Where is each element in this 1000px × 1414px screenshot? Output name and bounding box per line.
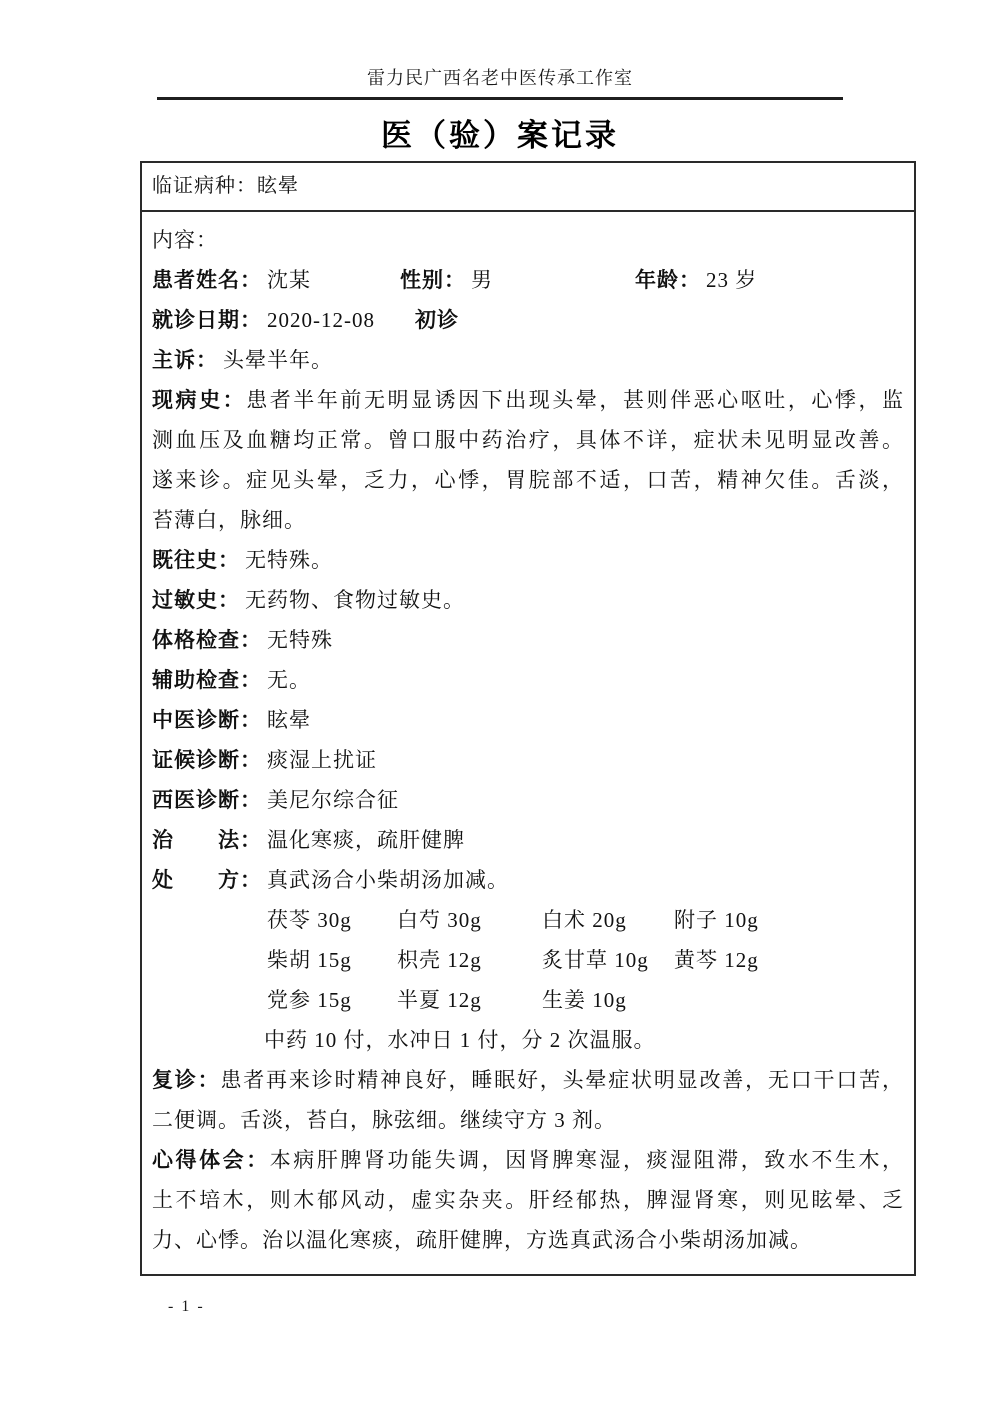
patient-age-cell: [635, 260, 757, 300]
syndrome-diagnosis-text: 痰湿上扰证: [267, 748, 377, 772]
treatment-method-text: 温化寒痰，疏肝健脾: [267, 828, 465, 852]
past-history-row: [152, 540, 904, 580]
aux-exam-text: 无。: [267, 668, 311, 692]
physical-exam-label: 体格检查：: [152, 628, 262, 652]
past-history-text: 无特殊。: [245, 548, 333, 572]
med-item: 生姜 10g: [542, 988, 627, 1012]
content-area: [142, 212, 914, 1274]
present-illness-line-4: 苔薄白，脉细。: [152, 508, 306, 532]
tcm-diagnosis-label: 中医诊断：: [152, 708, 262, 732]
prescription-row-2: [152, 940, 904, 980]
record-table: [140, 161, 916, 1276]
med-item: 白芍 30g: [397, 908, 482, 932]
patient-name-label: 患者姓名：: [152, 268, 262, 292]
chief-complaint-label: 主诉：: [152, 348, 218, 372]
patient-gender-cell: [400, 260, 635, 300]
western-diagnosis-label: 西医诊断：: [152, 788, 262, 812]
followup-label: 复诊：: [152, 1068, 221, 1092]
allergy-label: 过敏史：: [152, 588, 240, 612]
present-illness-label: 现病史：: [152, 388, 247, 412]
physical-exam-row: [152, 620, 904, 660]
allergy-text: 无药物、食物过敏史。: [245, 588, 465, 612]
gender-value: 男: [471, 268, 493, 292]
prescription-name-text: 真武汤合小柴胡汤加减。: [267, 868, 509, 892]
gender-label: 性别：: [400, 268, 466, 292]
med-item: 黄芩 12g: [674, 948, 759, 972]
western-diagnosis-row: [152, 780, 904, 820]
western-diagnosis-text: 美尼尔综合征: [267, 788, 399, 812]
disease-label: 临证病种：: [152, 175, 257, 197]
followup-line-1: [152, 1060, 904, 1100]
patient-row: [152, 260, 904, 300]
present-illness-text-1: 患者半年前无明显诱因下出现头晕，甚则伴恶心呕吐，心悸，监: [246, 388, 905, 412]
age-value: 23 岁: [706, 268, 758, 292]
visit-date-label: 就诊日期：: [152, 308, 262, 332]
disease-value: 眩晕: [257, 175, 299, 197]
followup-line-2: 二便调。舌淡，苔白，脉弦细。继续守方 3 剂。: [152, 1108, 616, 1132]
med-item: 附子 10g: [674, 908, 759, 932]
reflection-label: 心得体会：: [152, 1148, 270, 1172]
reflection-line-3: 力、心悸。治以温化寒痰，疏肝健脾，方选真武汤合小柴胡汤加减。: [152, 1228, 812, 1252]
content-label: 内容：: [152, 228, 218, 252]
disease-row: [142, 163, 914, 212]
visit-row: [152, 300, 904, 340]
patient-name-value: 沈某: [267, 268, 311, 292]
reflection-line-1: [152, 1140, 904, 1180]
med-item: 炙甘草 10g: [542, 948, 649, 972]
med-item: 半夏 12g: [397, 988, 482, 1012]
chief-complaint-row: [152, 340, 904, 380]
visit-date-value: 2020-12-08: [267, 308, 375, 332]
tcm-diagnosis-text: 眩晕: [267, 708, 311, 732]
visit-type: 初诊: [415, 308, 459, 332]
present-illness-line-2: 测血压及血糖均正常。曾口服中药治疗，具体不详，症状未见明显改善。: [152, 428, 904, 452]
followup-text-1: 患者再来诊时精神良好，睡眠好，头晕症状明显改善，无口干口苦，: [220, 1068, 904, 1092]
past-history-label: 既往史：: [152, 548, 240, 572]
present-illness-line-1: [152, 380, 904, 420]
physical-exam-text: 无特殊: [267, 628, 333, 652]
prescription-row-3: [152, 980, 904, 1020]
header-title: 雷力民广西名老中医传承工作室: [367, 68, 633, 88]
reflection-text-1: 本病肝脾肾功能失调，因肾脾寒湿，痰湿阻滞，致水不生木，: [269, 1148, 905, 1172]
med-item: 柴胡 15g: [267, 948, 352, 972]
age-label: 年龄：: [635, 268, 701, 292]
treatment-method-label: 治 法：: [152, 828, 262, 852]
med-item: 茯苓 30g: [267, 908, 352, 932]
header-rule: [157, 97, 843, 100]
med-item: 枳壳 12g: [397, 948, 482, 972]
chief-complaint-text: 头晕半年。: [223, 348, 333, 372]
page-number: - 1 -: [168, 1298, 205, 1315]
prescription-label: 处 方：: [152, 868, 262, 892]
syndrome-diagnosis-row: [152, 740, 904, 780]
prescription-row-1: [152, 900, 904, 940]
aux-exam-row: [152, 660, 904, 700]
patient-name-cell: [152, 260, 400, 300]
allergy-row: [152, 580, 904, 620]
med-item: 党参 15g: [267, 988, 352, 1012]
page-title: 医（验）案记录: [381, 118, 619, 153]
reflection-line-2: 土不培木，则木郁风动，虚实杂夹。肝经郁热，脾湿肾寒，则见眩晕、乏: [152, 1188, 904, 1212]
present-illness-line-3: 遂来诊。症见头晕，乏力，心悸，胃脘部不适，口苦，精神欠佳。舌淡，: [152, 468, 904, 492]
med-item: 白术 20g: [542, 908, 627, 932]
prescription-usage: 中药 10 付，水冲日 1 付，分 2 次温服。: [264, 1028, 656, 1052]
treatment-method-row: [152, 820, 904, 860]
tcm-diagnosis-row: [152, 700, 904, 740]
syndrome-diagnosis-label: 证候诊断：: [152, 748, 262, 772]
aux-exam-label: 辅助检查：: [152, 668, 262, 692]
prescription-name-row: [152, 860, 904, 900]
